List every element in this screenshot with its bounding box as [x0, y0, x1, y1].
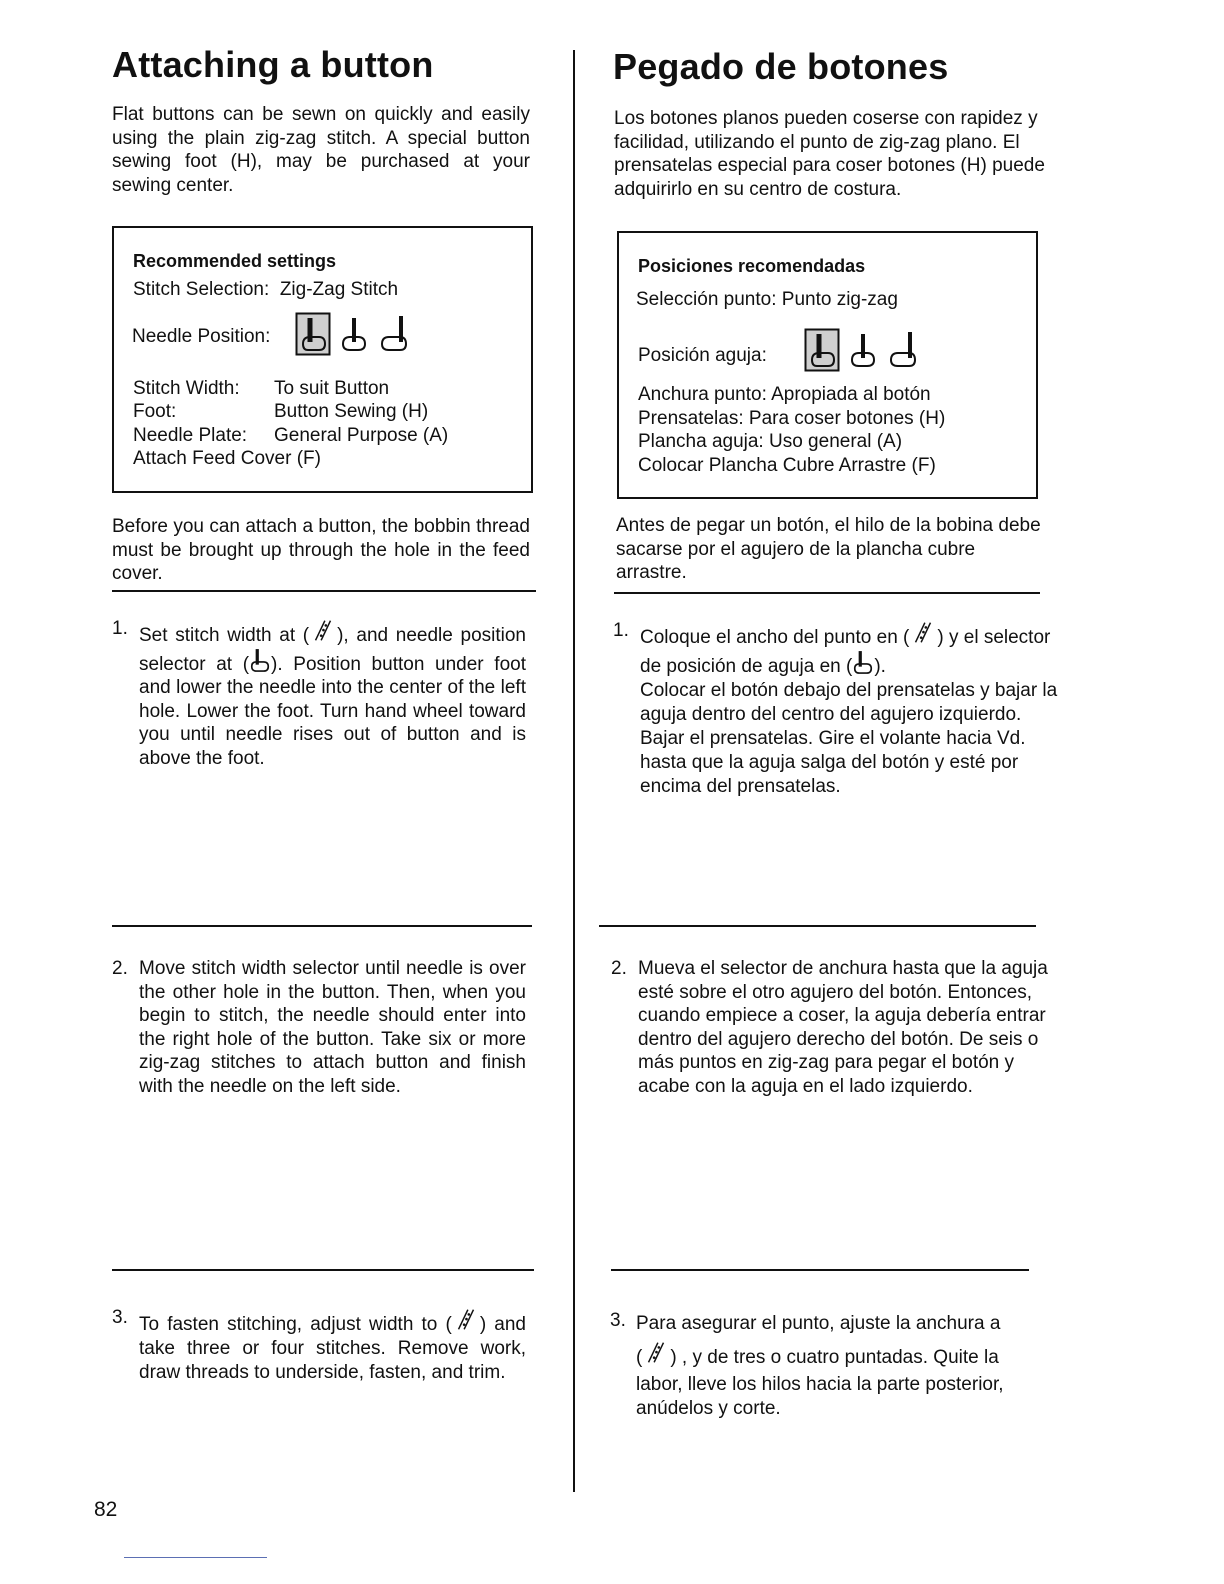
english-foot-value: Button Sewing (H): [274, 401, 429, 422]
divider: [112, 590, 536, 592]
spanish-needle-position-label: Posición aguja:: [638, 345, 767, 366]
english-needle-plate-value: General Purpose (A): [274, 425, 449, 446]
needle-right-position-icon: [376, 312, 412, 356]
step-number: 1.: [613, 620, 629, 641]
spanish-attach-feed-cover: Colocar Plancha Cubre Arrastre (F): [638, 455, 936, 476]
english-step-3: 3. To fasten stitching, adjust width to ( ) and take three or four stitches. Remove work, draw threads to underside, fasten, and trim.: [112, 1307, 526, 1383]
step-text: labor, lleve los hilos hacia la parte posterior, anúdelos y corte.: [636, 1374, 1004, 1419]
spanish-title: Pegado de botones: [613, 46, 949, 87]
spanish-step-1: 1. Coloque el ancho del punto en ( ) y el selector de posición de aguja en ( ). Colocar el botón debajo del prensatelas y bajar la aguja dentro del centro del agujero izquierdo. Bajar el prensatelas. Gire el volante hacia Vd. hasta que la aguja salga del botón y esté por encima del prensatelas.: [613, 620, 1058, 797]
spanish-intro: Los botones planos pueden coserse con rapidez y facilidad, utilizando el punto de zig-zag plano. El prensatelas especial para coser botones (H) puede adquirirlo en su centro de costura.: [614, 108, 1045, 200]
divider: [112, 925, 532, 927]
needle-left-position-icon: [852, 650, 874, 676]
spanish-stitch-width: Anchura punto: Apropiada al botón: [638, 384, 931, 405]
column-divider: [573, 50, 575, 1492]
spanish-settings-heading: Posiciones recomendadas: [638, 256, 866, 276]
english-step-2: [112, 957, 526, 1127]
english-foot-label: Foot:: [133, 401, 177, 422]
needle-left-position-icon: [804, 328, 840, 372]
english-needle-position-label: Needle Position:: [132, 326, 271, 347]
footer-line: [124, 1557, 267, 1558]
english-stitch-width-value: To suit Button: [274, 378, 390, 399]
english-step-1: 1. Set stitch width at ( ), and needle position selector at ( ). Position button under foot and lower the needle into the center of the left hole. Lower the foot. Turn hand wheel toward you until needle rises out of button and is above the foot.: [112, 618, 526, 769]
spanish-foot: Prensatelas: Para coser botones (H): [638, 408, 946, 429]
needle-center-position-icon: [336, 312, 372, 356]
english-settings-box: [112, 226, 533, 493]
spanish-stitch-selection: Selección punto: Punto zig-zag: [636, 289, 898, 310]
zigzag-width-icon: [909, 619, 937, 647]
spanish-before-note: Antes de pegar un botón, el hilo de la bobina debe sacarse por el agujero de la plancha cubre arrastre.: [616, 515, 1041, 583]
step-number: 3.: [112, 1307, 128, 1328]
english-settings-heading: Recommended settings: [133, 251, 337, 271]
english-stitch-width-label: Stitch Width:: [133, 378, 240, 399]
step-text: Mueva el selector de anchura hasta que la aguja esté sobre el otro agujero del botón. Entonces, cuando empiece a coser, la aguja debería entrar dentro del agujero derecho del botón. De seis o más puntos en zig-zag para pegar el botón y acabe con la aguja en el lado izquierdo.: [638, 958, 1048, 1097]
page-number: 82: [94, 1498, 118, 1521]
step-text: Move stitch width selector until needle is over the other hole in the button. Then, when you begin to stitch, the needle should enter into the right hole of the button. Take six or more zig-zag stitches to attach button and finish with the needle on the left side.: [139, 958, 526, 1097]
english-attach-feed-cover: Attach Feed Cover (F): [133, 448, 321, 469]
needle-center-position-icon: [845, 328, 881, 372]
step-number: 1.: [112, 618, 128, 639]
english-intro: Flat buttons can be sewn on quickly and easily using the plain zig-zag stitch. A special button sewing foot (H), may be purchased at your sewing center.: [112, 104, 530, 196]
english-before-note: Before you can attach a button, the bobbin thread must be brought up through the hole in the feed cover.: [112, 516, 530, 584]
zigzag-width-icon: [642, 1339, 670, 1367]
english-stitch-selection: Stitch Selection: Zig-Zag Stitch: [133, 279, 399, 300]
needle-right-position-icon: [885, 328, 921, 372]
divider: [599, 925, 1036, 927]
spanish-settings-box: [617, 231, 1038, 499]
spanish-step-2: [611, 957, 1059, 1137]
english-title: Attaching a button: [112, 44, 434, 85]
needle-left-position-icon: [249, 648, 271, 674]
step-number: 2.: [112, 958, 128, 979]
divider: [112, 1269, 534, 1271]
english-needle-plate-label: Needle Plate:: [133, 425, 248, 446]
zigzag-width-icon: [309, 617, 337, 645]
spanish-step-3: 3. Para asegurar el punto, ajuste la anchura a ( ) , y de tres o cuatro puntadas. Quite la labor, lleve los hilos hacia la parte posterior, anúdelos y corte.: [610, 1309, 1056, 1429]
needle-left-position-icon: [295, 312, 331, 356]
spanish-needle-plate: Plancha aguja: Uso general (A): [638, 431, 903, 452]
zigzag-width-icon: [452, 1306, 480, 1334]
divider: [614, 592, 1040, 594]
step-number: 3.: [610, 1310, 626, 1331]
step-number: 2.: [611, 958, 627, 979]
divider: [611, 1269, 1029, 1271]
